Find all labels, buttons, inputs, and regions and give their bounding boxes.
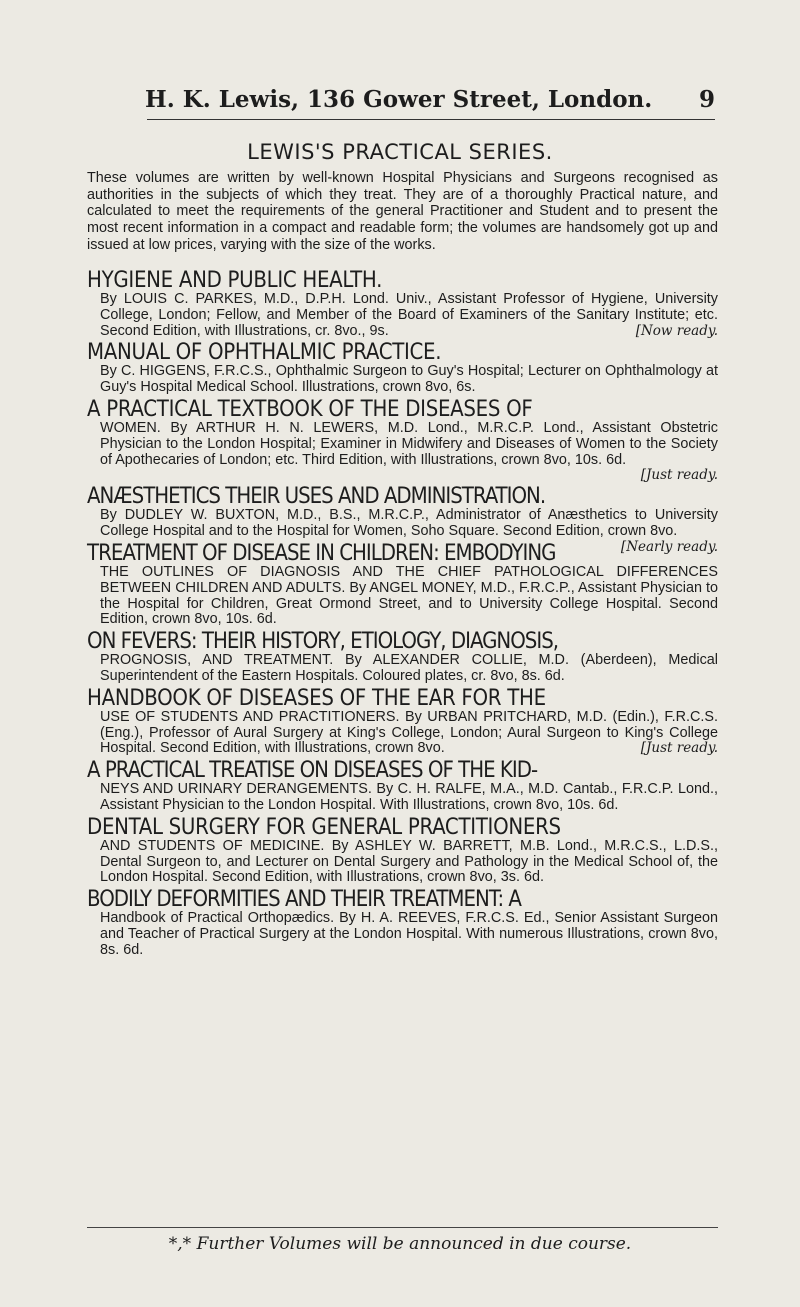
book-entry-children — [87, 540, 718, 628]
book-details: THE OUTLINES OF DIAGNOSIS AND THE CHIEF PATHOLOGICAL DIFFERENCES BETWEEN CHILDREN AND ADULTS. By ANGEL MONEY, M.D., F.R.C.P., Assistant Physician to the Hospital for Children, Great Ormond Street, and to University College Hospital. Second Edition, crown 8vo, 10s. 6d. — [100, 563, 718, 628]
book-title: ANÆSTHETICS THEIR USES AND ADMINISTRATION. — [87, 484, 546, 510]
availability-status: [Just ready. — [640, 740, 718, 757]
availability-status: [Nearly ready. — [620, 538, 718, 555]
intro-paragraph: These volumes are written by well-known Hospital Physicians and Surgeons recognised as authorities in the subjects of which they treat. They are of a thoroughly Practical nature, and calculated to meet the requirements of the general Practitioner and Student and to present the most recent information in a compact and readable form; the volumes are handsomely got up and issued at low prices, varying with the size of the works. — [87, 170, 718, 253]
book-details: AND STUDENTS OF MEDICINE. By ASHLEY W. BARRETT, M.B. Lond., M.R.C.S., L.D.S., Dental Surgeon to, and Lecturer on Dental Surgery and Pathology in the Medical School of, the London Hospital. Second Edition, with Illustrations, crown 8vo, 3s. 6d. — [100, 837, 718, 886]
book-details: Handbook of Practical Orthopædics. By H. A. REEVES, F.R.C.S. Ed., Senior Assistant Surgeon and Teacher of Practical Surgery at the London Hospital. With numerous Illustrations, crown 8vo, 8s. 6d. — [100, 910, 718, 958]
book-description — [87, 421, 718, 483]
book-description — [87, 292, 718, 339]
book-entry-hygiene — [87, 270, 718, 339]
book-title: TREATMENT OF DISEASE IN CHILDREN: EMBODYING — [87, 540, 556, 566]
book-details: WOMEN. By ARTHUR H. N. LEWERS, M.D. Lond., M.R.C.P. Lond., Assistant Obstetric Physician to the London Hospital; Examiner in Midwifery and Diseases of Women to the Society of Apothecaries of London; etc. Third Edition, with Illustrations, crown 8vo, 10s. 6d. — [100, 419, 718, 468]
book-details: PROGNOSIS, AND TREATMENT. By ALEXANDER COLLIE, M.D. (Aberdeen), Medical Superintendent of the Eastern Hospitals. Coloured plates, cr. 8vo, 8s. 6d. — [100, 652, 718, 684]
book-title: HANDBOOK OF DISEASES OF THE EAR FOR THE — [87, 685, 546, 711]
publisher-line: H. K. Lewis, 136 Gower Street, London. — [145, 86, 653, 113]
footer-rule — [87, 1227, 718, 1228]
book-entry-kidneys — [87, 760, 718, 814]
availability-status: [Just ready. — [640, 467, 718, 484]
book-title: A PRACTICAL TEXTBOOK OF THE DISEASES OF — [87, 396, 533, 422]
book-description — [87, 782, 718, 814]
book-title: HYGIENE AND PUBLIC HEALTH. — [87, 268, 383, 293]
book-details: By DUDLEY W. BUXTON, M.D., B.S., M.R.C.P., Administrator of Anæsthetics to University College Hospital and to the Hospital for Women, Soho Square. Second Edition, crown 8vo. — [100, 507, 718, 540]
availability-status: [Now ready. — [635, 322, 718, 339]
book-description — [87, 911, 718, 958]
book-title: ON FEVERS: THEIR HISTORY, ETIOLOGY, DIAGNOSIS, — [87, 629, 559, 655]
book-entry-diseases-of-women — [87, 396, 718, 484]
book-description — [87, 364, 718, 396]
book-description — [87, 653, 718, 685]
book-title: A PRACTICAL TREATISE ON DISEASES OF THE KID- — [87, 758, 538, 784]
book-list — [87, 270, 718, 962]
book-title: DENTAL SURGERY FOR GENERAL PRACTITIONERS — [87, 814, 561, 840]
book-description — [87, 565, 718, 628]
book-entry-deformities — [87, 889, 718, 958]
series-title: LEWIS'S PRACTICAL SERIES. — [247, 140, 553, 164]
running-head — [145, 86, 715, 113]
book-entry-dental — [87, 814, 718, 886]
header-rule — [147, 119, 715, 120]
book-details: USE OF STUDENTS AND PRACTITIONERS. By URBAN PRITCHARD, M.D. (Edin.), F.R.C.S. (Eng.), Professor of Aural Surgery at King's College, London; Aural Surgeon to King's College Hospital. Second Edition, with Illustrations, crown 8vo. — [100, 708, 718, 757]
book-details: By C. HIGGENS, F.R.C.S., Ophthalmic Surgeon to Guy's Hospital; Lecturer on Ophthalmology at Guy's Hospital Medical School. Illustrations, crown 8vo, 6s. — [100, 363, 718, 396]
book-title: MANUAL OF OPHTHALMIC PRACTICE. — [87, 340, 442, 366]
book-details: By LOUIS C. PARKES, M.D., D.P.H. Lond. Univ., Assistant Professor of Hygiene, University College, London; Fellow, and Member of the Board of Examiners of the Sanitary Institute; etc. Second Edition, with Illustrations, cr. 8vo., 9s. — [100, 291, 718, 339]
book-entry-ophthalmic — [87, 342, 718, 396]
book-details: NEYS AND URINARY DERANGEMENTS. By C. H. RALFE, M.A., M.D. Cantab., F.R.C.P. Lond., Assistant Physician to the London Hospital. With Illustrations, crown 8vo, 10s. 6d. — [100, 781, 718, 813]
book-description — [87, 839, 718, 886]
book-entry-ear — [87, 685, 718, 757]
footer-note: *,* Further Volumes will be announced in due course. — [168, 1234, 632, 1254]
book-title: BODILY DEFORMITIES AND THEIR TREATMENT: A — [87, 887, 521, 913]
book-entry-fevers — [87, 631, 718, 685]
page-number: 9 — [698, 86, 715, 113]
book-description — [87, 710, 718, 757]
